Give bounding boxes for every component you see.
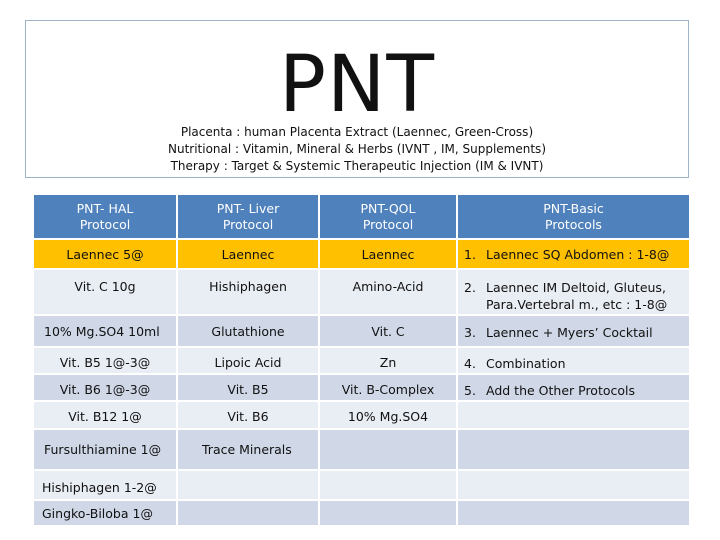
column-header-hal: PNT- HAL Protocol bbox=[34, 195, 178, 240]
column-header-liver: PNT- Liver Protocol bbox=[178, 195, 320, 240]
cell-hal: Vit. B5 1@-3@ bbox=[34, 348, 178, 375]
subtitle-nutritional: Nutritional : Vitamin, Mineral & Herbs (IVNT , IM, Supplements) bbox=[168, 142, 546, 156]
subtitle-placenta: Placenta : human Placenta Extract (Laennec, Green-Cross) bbox=[180, 125, 534, 139]
cell-qol: Vit. B-Complex bbox=[320, 375, 458, 402]
cell-basic: 4. Combination bbox=[458, 348, 691, 375]
column-header-qol: PNT-QOL Protocol bbox=[320, 195, 458, 240]
cell-hal: Gingko-Biloba 1@ bbox=[34, 501, 178, 527]
cell-hal: Fursulthiamine 1@ bbox=[34, 430, 178, 471]
cell-qol bbox=[320, 501, 458, 527]
table-header-row bbox=[34, 195, 691, 240]
cell-qol: 10% Mg.SO4 bbox=[320, 402, 458, 430]
cell-liver: Laennec bbox=[178, 240, 320, 270]
table-row bbox=[34, 375, 691, 402]
cell-liver: Trace Minerals bbox=[178, 430, 320, 471]
page-title: PNT bbox=[278, 40, 436, 130]
cell-liver: Hishiphagen bbox=[178, 270, 320, 316]
cell-qol: Laennec bbox=[320, 240, 458, 270]
column-header-basic: PNT-Basic Protocols bbox=[458, 195, 691, 240]
cell-liver: Vit. B5 bbox=[178, 375, 320, 402]
cell-liver bbox=[178, 501, 320, 527]
cell-hal: 10% Mg.SO4 10ml bbox=[34, 316, 178, 348]
cell-liver bbox=[178, 471, 320, 501]
cell-basic bbox=[458, 430, 691, 471]
cell-qol bbox=[320, 471, 458, 501]
cell-basic: 5. Add the Other Protocols bbox=[458, 375, 691, 402]
cell-qol: Vit. C bbox=[320, 316, 458, 348]
cell-qol: Zn bbox=[320, 348, 458, 375]
table-row bbox=[34, 430, 691, 471]
cell-basic bbox=[458, 471, 691, 501]
cell-qol: Amino-Acid bbox=[320, 270, 458, 316]
subtitle-therapy: Therapy : Target & Systemic Therapeutic Injection (IM & IVNT) bbox=[170, 159, 544, 173]
cell-hal: Vit. C 10g bbox=[34, 270, 178, 316]
cell-hal: Hishiphagen 1-2@ bbox=[34, 471, 178, 501]
cell-basic: 3. Laennec + Myers’ Cocktail bbox=[458, 316, 691, 348]
cell-hal: Laennec 5@ bbox=[34, 240, 178, 270]
cell-basic bbox=[458, 402, 691, 430]
cell-liver: Vit. B6 bbox=[178, 402, 320, 430]
table-row bbox=[34, 348, 691, 375]
cell-liver: Glutathione bbox=[178, 316, 320, 348]
cell-qol bbox=[320, 430, 458, 471]
cell-hal: Vit. B6 1@-3@ bbox=[34, 375, 178, 402]
header-box bbox=[25, 20, 689, 178]
table-row bbox=[34, 240, 691, 270]
protocol-table bbox=[34, 195, 691, 527]
cell-basic: 1. Laennec SQ Abdomen : 1-8@ bbox=[458, 240, 691, 270]
cell-basic: 2. Laennec IM Deltoid, Gluteus, Para.Vertebral m., etc : 1-8@ bbox=[458, 270, 691, 316]
table-row bbox=[34, 270, 691, 316]
table-row bbox=[34, 402, 691, 430]
table-row bbox=[34, 501, 691, 527]
cell-basic bbox=[458, 501, 691, 527]
cell-liver: Lipoic Acid bbox=[178, 348, 320, 375]
table-row bbox=[34, 316, 691, 348]
table-row bbox=[34, 471, 691, 501]
cell-hal: Vit. B12 1@ bbox=[34, 402, 178, 430]
